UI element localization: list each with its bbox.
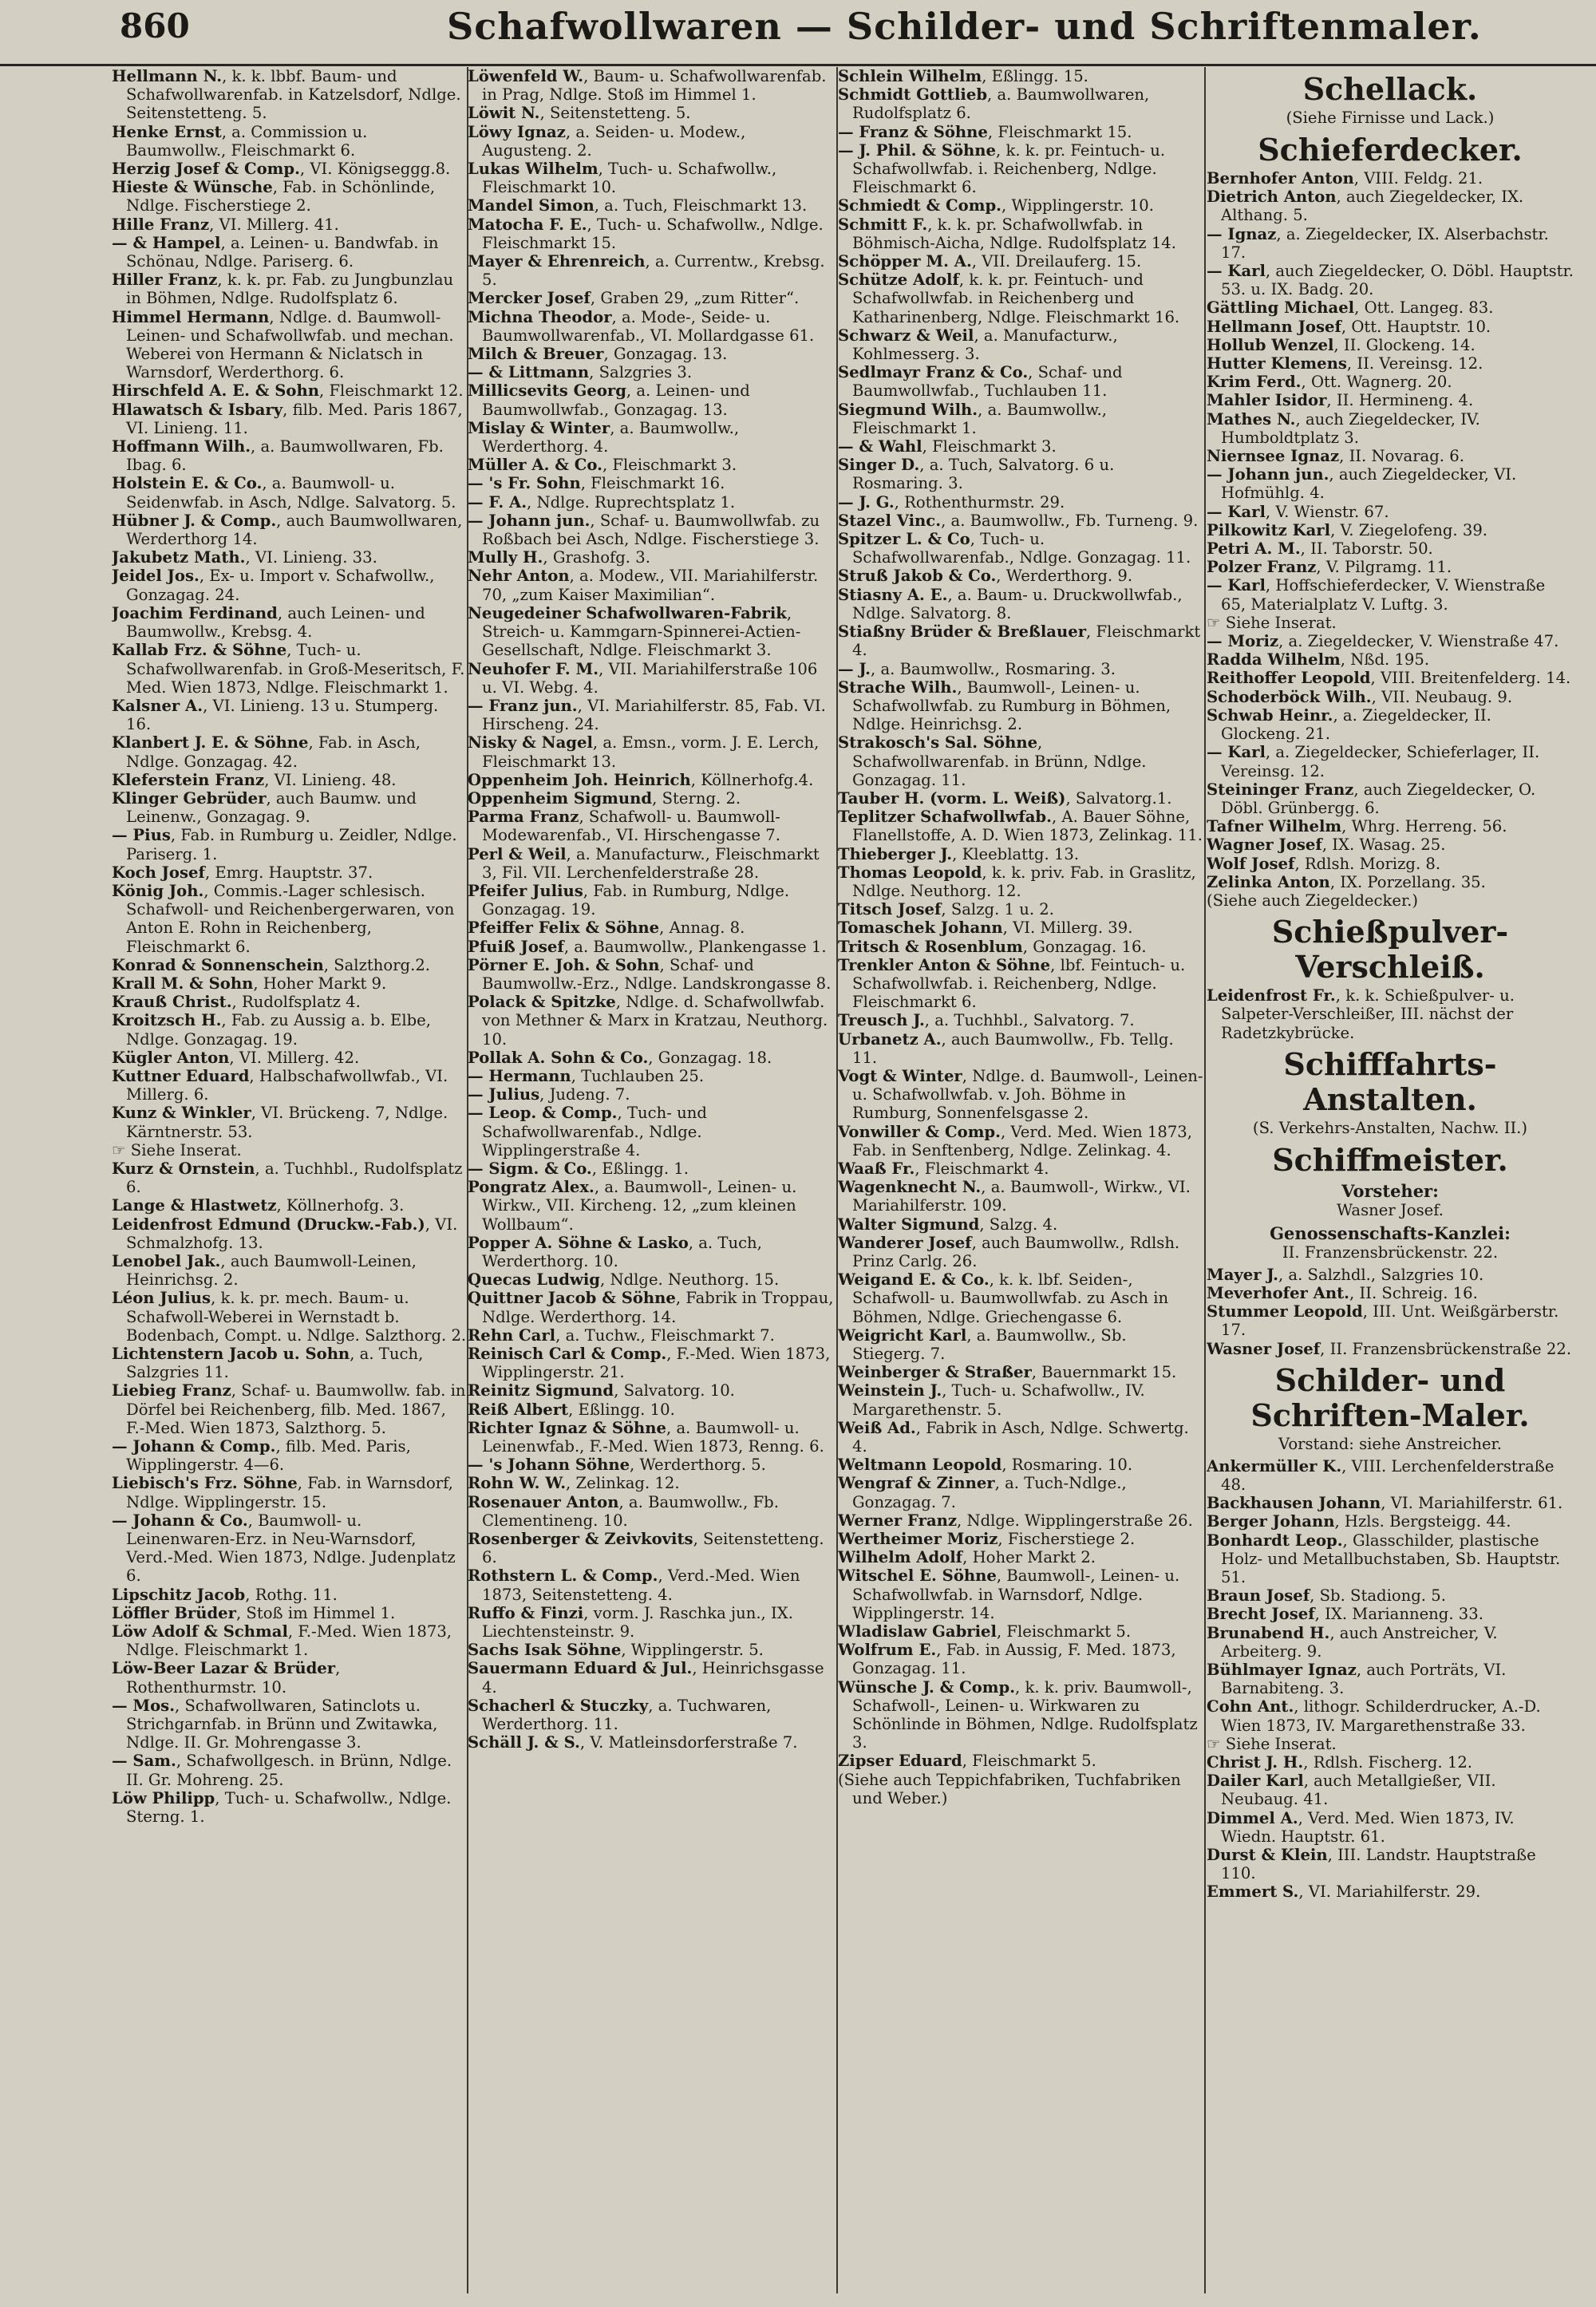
directory-entry: Pongratz Alex., a. Baumwoll-, Leinen- u. Wirkw., VII. Kircheng. 12, „zum kleinen Wollbaum“. — [468, 1178, 797, 1234]
directory-entry: Oppenheim Sigmund, Sterng. 2. — [468, 788, 741, 808]
directory-entry: Pollak A. Sohn & Co., Gonzagag. 18. — [468, 1048, 772, 1067]
directory-entry: Léon Julius, k. k. pr. mech. Baum- u. Schafwoll-Weberei in Wernstadt b. Bodenbach, Compt. u. Ndlge. Salzthorg. 2. — [112, 1289, 467, 1345]
directory-entry: Polack & Spitzke, Ndlge. d. Schafwollwfab. von Methner & Marx in Kratzau, Neuthorg. 10. — [468, 993, 828, 1049]
directory-entry: — Mos., Schafwollwaren, Satinclots u. Strichgarnfab. in Brünn und Zwitawka, Ndlge. II. Gr. Mohrengasse 3. — [112, 1696, 438, 1752]
directory-entry: Waaß Fr., Fleischmarkt 4. — [838, 1159, 1049, 1178]
directory-entry: Richter Ignaz & Söhne, a. Baumwoll- u. Leinenwfab., F.-Med. Wien 1873, Renng. 6. — [468, 1418, 824, 1456]
directory-entry: Millicsevits Georg, a. Leinen- und Baumwollwfab., Gonzagag. 13. — [468, 381, 750, 419]
directory-entry: (Siehe auch Teppichfabriken, Tuchfabriken und Weber.) — [838, 1770, 1181, 1807]
directory-entry: Hutter Klemens, II. Vereinsg. 12. — [1207, 354, 1483, 373]
directory-entry: Mully H., Grashofg. 3. — [468, 548, 650, 567]
directory-entry: Quecas Ludwig, Ndlge. Neuthorg. 15. — [468, 1270, 780, 1290]
directory-entry: Wanderer Josef, auch Baumwollw., Rdlsh. Prinz Carlg. 26. — [838, 1233, 1180, 1270]
directory-entry: Mathes N., auch Ziegeldecker, IV. Humboldtplatz 3. — [1207, 409, 1480, 447]
directory-entry: — & Wahl, Fleischmarkt 3. — [838, 437, 1057, 456]
directory-entry: Thomas Leopold, k. k. priv. Fab. in Graslitz, Ndlge. Neuthorg. 12. — [838, 863, 1196, 900]
directory-entry: Mahler Isidor, II. Hermineng. 4. — [1207, 391, 1474, 410]
directory-entry: Vogt & Winter, Ndlge. d. Baumwoll-, Leinen- u. Schafwollwfab. v. Joh. Böhme in Rumburg, Sonnenfelsgasse 2. — [838, 1066, 1203, 1123]
directory-entry: Cohn Ant., lithogr. Schilderdrucker, A.-D. Wien 1873, IV. Margarethenstraße 33. — [1207, 1697, 1541, 1735]
directory-entry: Bühlmayer Ignaz, auch Porträts, VI. Barnabiteng. 3. — [1207, 1660, 1507, 1698]
directory-entry: Niernsee Ignaz, II. Novarag. 6. — [1207, 447, 1464, 466]
directory-entry: Emmert S., VI. Mariahilferstr. 29. — [1207, 1882, 1481, 1902]
directory-entry: Herzig Josef & Comp., VI. Königseggg.8. — [112, 160, 451, 179]
directory-entry: Kurz & Ornstein, a. Tuchhbl., Rudolfsplatz 6. — [112, 1159, 463, 1197]
section-note-schifffahrt: (S. Verkehrs-Anstalten, Nachw. II.) — [1252, 1118, 1528, 1137]
directory-entry: Reithoffer Leopold, VIII. Breitenfelderg. 14. — [1207, 669, 1571, 688]
directory-entry: Witschel E. Söhne, Baumwoll-, Leinen- u. Schafwollwfab. in Warnsdorf, Ndlge. Wipplingerstr. 14. — [838, 1566, 1180, 1622]
directory-entry: Klanbert J. E. & Söhne, Fab. in Asch, Ndlge. Gonzagag. 42. — [112, 733, 421, 771]
directory-entry: — 's Fr. Sohn, Fleischmarkt 16. — [468, 474, 725, 493]
directory-entry: Stazel Vinc., a. Baumwollw., Fb. Turneng. 9. — [838, 511, 1199, 530]
directory-entry: Wolfrum E., Fab. in Aussig, F. Med. 1873, Gonzagag. 11. — [838, 1641, 1176, 1678]
section-heading-schiesspulver: Schießpulver-Verschleiß. — [1271, 914, 1509, 986]
directory-entry: Leidenfrost Fr., k. k. Schießpulver- u. Salpeter-Verschleißer, III. nächst der Radetzkybrücke. — [1207, 986, 1515, 1042]
directory-entry: Dietrich Anton, auch Ziegeldecker, IX. Althang. 5. — [1207, 188, 1524, 225]
directory-entry: Sedlmayr Franz & Co., Schaf- und Baumwollwfab., Tuchlauben 11. — [838, 363, 1123, 401]
directory-entry: — & Hampel, a. Leinen- u. Bandwfab. in Schönau, Ndlge. Pariserg. 6. — [112, 233, 439, 271]
directory-entry: Lichtenstern Jacob u. Sohn, a. Tuch, Salzgries 11. — [112, 1345, 424, 1382]
directory-entry: Brunabend H., auch Anstreicher, V. Arbeiterg. 9. — [1207, 1623, 1498, 1661]
directory-entry: Schöpper M. A., VII. Dreilauferg. 15. — [838, 252, 1142, 271]
directory-entry: Lukas Wilhelm, Tuch- u. Schafwollw., Fleischmarkt 10. — [468, 160, 777, 197]
page-header — [0, 0, 1596, 66]
directory-entry: Petri A. M., II. Taborstr. 50. — [1207, 539, 1433, 559]
section-heading-schieferdecker: Schieferdecker. — [1258, 132, 1523, 168]
directory-entry: Pfeifer Julius, Fab. in Rumburg, Ndlge. Gonzagag. 19. — [468, 881, 790, 919]
directory-entry: — Leop. & Comp., Tuch- und Schafwollwarenfab., Ndlge. Wipplingerstraße 4. — [468, 1104, 707, 1159]
directory-entry: Urbanetz A., auch Baumwollw., Fb. Tellg. 11. — [838, 1029, 1174, 1067]
directory-entry: Stiaßny Brüder & Breßlauer, Fleischmarkt 4. — [838, 622, 1201, 660]
directory-entry: Müller A. & Co., Fleischmarkt 3. — [468, 456, 737, 475]
directory-entry: Löwy Ignaz, a. Seiden- u. Modew., Augusteng. 2. — [468, 122, 746, 160]
directory-entry: Walter Sigmund, Salzg. 4. — [838, 1215, 1058, 1234]
directory-entry: — J. Phil. & Söhne, k. k. pr. Feintuch- u. Schafwollwfab. i. Reichenberg, Ndlge. Fleischmarkt 6. — [838, 140, 1166, 197]
directory-entry: Neuhofer F. M., VII. Mariahilferstraße 106 u. VI. Webg. 4. — [468, 659, 818, 697]
directory-entry: Holstein E. & Co., a. Baumwoll- u. Seidenwfab. in Asch, Ndlge. Salvatorg. 5. — [112, 474, 456, 512]
directory-entry: (Siehe auch Ziegeldecker.) — [1207, 891, 1419, 910]
directory-entry: Vonwiller & Comp., Verd. Med. Wien 1873, Fab. in Senftenberg, Ndlge. Zelinkag. 4. — [838, 1122, 1192, 1159]
directory-entry: Wünsche J. & Comp., k. k. priv. Baumwoll-, Schafwoll-, Leinen- u. Wirkwaren zu Schönlinde in Böhmen, Ndlge. Rudolfsplatz 3. — [838, 1677, 1198, 1752]
directory-entry: Schlein Wilhelm, Eßlingg. 15. — [838, 67, 1088, 85]
directory-entry: Quittner Jacob & Söhne, Fabrik in Troppau, Ndlge. Werderthorg. 14. — [468, 1289, 834, 1326]
page-number: 860 — [120, 6, 190, 45]
directory-entry: Joachim Ferdinand, auch Leinen- und Baumwollw., Krebsg. 4. — [112, 603, 425, 642]
schiesspulver-list — [1207, 986, 1574, 1042]
directory-entry: Tauber H. (vorm. L. Weiß), Salvatorg.1. — [838, 788, 1172, 808]
directory-entry: Trenkler Anton & Söhne, lbf. Feintuch- u. Schafwollwfab. i. Reichenberg, Ndlge. Fleischmarkt 6. — [838, 955, 1186, 1012]
directory-entry: Sauermann Eduard & Jul., Heinrichsgasse 4. — [468, 1659, 824, 1697]
section-heading-schiffmeister: Schiffmeister. — [1272, 1141, 1508, 1178]
directory-entry: — Karl, a. Ziegeldecker, Schieferlager, II. Vereinsg. 12. — [1207, 743, 1540, 780]
directory-entry: Löw-Beer Lazar & Brüder, Rothenthurmstr. 10. — [112, 1659, 341, 1697]
directory-entry: Strakosch's Sal. Söhne, Schafwollwarenfab. in Brünn, Ndlge. Gonzagag. 11. — [838, 733, 1147, 789]
directory-entry: Lenobel Jak., auch Baumwoll-Leinen, Heinrichsg. 2. — [112, 1252, 417, 1290]
directory-entry: — Franz & Söhne, Fleischmarkt 15. — [838, 122, 1132, 141]
directory-entry: Leidenfrost Edmund (Druckw.-Fab.), VI. Schmalzhofg. 13. — [112, 1215, 458, 1252]
directory-entry: Dailer Karl, auch Metallgießer, VII. Neubaug. 41. — [1207, 1772, 1496, 1809]
directory-entry: Löw Adolf & Schmal, F.-Med. Wien 1873, Ndlge. Fleischmarkt 1. — [112, 1622, 452, 1660]
directory-entry: Wertheimer Moriz, Fischerstiege 2. — [838, 1530, 1136, 1549]
directory-entry: Weltmann Leopold, Rosmaring. 10. — [838, 1456, 1133, 1475]
directory-entry: Radda Wilhelm, Nßd. 195. — [1207, 650, 1430, 670]
directory-entry: — Johann & Comp., filb. Med. Paris, Wipplingerstr. 4—6. — [112, 1437, 411, 1475]
directory-entry: Wilhelm Adolf, Hoher Markt 2. — [838, 1548, 1096, 1567]
directory-entry: Schütze Adolf, k. k. pr. Feintuch- und Schafwollwfab. in Reichenberg und Katharinenberg, Ndlge. Fleischmarkt 16. — [838, 271, 1180, 326]
directory-entry: Krall M. & Sohn, Hoher Markt 9. — [112, 974, 387, 993]
kanzlei-label: Genossenschafts-Kanzlei: — [1270, 1223, 1511, 1243]
directory-entry: Kallab Frz. & Söhne, Tuch- u. Schafwollwarenfab. in Groß-Meseritsch, F. Med. Wien 1873, Ndlge. Fleischmarkt 1. — [112, 641, 465, 697]
section-heading-schilder: Schilder- und Schriften-Maler. — [1250, 1361, 1530, 1433]
directory-entry: Perl & Weil, a. Manufacturw., Fleischmarkt 3, Fil. VII. Lerchenfelderstraße 28. — [468, 844, 820, 882]
directory-entry: — Julius, Judeng. 7. — [468, 1085, 630, 1104]
directory-entry: Löwit N., Seitenstetteng. 5. — [468, 104, 691, 123]
directory-entry: Ankermüller K., VIII. Lerchenfelderstraße 48. — [1207, 1456, 1555, 1494]
directory-entry: Zipser Eduard, Fleischmarkt 5. — [838, 1752, 1096, 1771]
directory-entry: Hirschfeld A. E. & Sohn, Fleischmarkt 12. — [112, 381, 464, 401]
directory-entry: Milch & Breuer, Gonzagag. 13. — [468, 345, 728, 364]
directory-entry: Hellmann N., k. k. lbbf. Baum- und Schafwollwarenfab. in Katzelsdorf, Ndlge. Seitenstetteng. 5. — [112, 67, 461, 123]
directory-entry: Popper A. Söhne & Lasko, a. Tuch, Werderthorg. 10. — [468, 1233, 762, 1270]
directory-entry: Treusch J., a. Tuchhbl., Salvatorg. 7. — [838, 1011, 1135, 1030]
directory-entry: Mercker Josef, Graben 29, „zum Ritter“. — [468, 289, 800, 308]
directory-entry: Weigricht Karl, a. Baumwollw., Sb. Stiegerg. 7. — [838, 1325, 1127, 1364]
directory-entry: Thieberger J., Kleeblattg. 13. — [838, 844, 1080, 863]
directory-entry: Schwarz & Weil, a. Manufacturw., Kohlmesserg. 3. — [838, 326, 1118, 364]
directory-entry: — 's Johann Söhne, Werderthorg. 5. — [468, 1456, 766, 1475]
directory-entry: Bonhardt Leop., Glasschilder, plastische Holz- und Metallbuchstaben, Sb. Hauptstr. 51. — [1207, 1531, 1561, 1586]
directory-entry: Koch Josef, Emrg. Hauptstr. 37. — [112, 863, 373, 882]
directory-entry: Ruffo & Finzi, vorm. J. Raschka jun., IX. Liechtensteinstr. 9. — [468, 1603, 793, 1641]
directory-entry: Polzer Franz, V. Pilgramg. 11. — [1207, 558, 1452, 577]
directory-entry: Hoffmann Wilh., a. Baumwollwaren, Fb. Ibag. 6. — [112, 437, 444, 475]
directory-entry: Durst & Klein, III. Landstr. Hauptstraße 110. — [1207, 1846, 1536, 1883]
directory-entry: ☞ Siehe Inserat. — [1207, 613, 1337, 632]
directory-entry: Stiasny A. E., a. Baum- u. Druckwollwfab., Ndlge. Salvatorg. 8. — [838, 585, 1183, 622]
directory-entry: Schmitt F., k. k. pr. Schafwollwfab. in Böhmisch-Aicha, Ndlge. Rudolfsplatz 14. — [838, 215, 1176, 252]
directory-entry: Wladislaw Gabriel, Fleischmarkt 5. — [838, 1622, 1132, 1641]
directory-entry: Brecht Josef, IX. Marianneng. 33. — [1207, 1605, 1483, 1624]
schiffmeister-list — [1207, 1266, 1574, 1358]
directory-entry: Wagner Josef, IX. Wasag. 25. — [1207, 835, 1446, 855]
directory-entry: Lipschitz Jacob, Rothg. 11. — [112, 1585, 338, 1604]
directory-entry: Kleferstein Franz, VI. Linieng. 48. — [112, 770, 397, 789]
directory-entry: — Johann jun., Schaf- u. Baumwollwfab. zu Roßbach bei Asch, Ndlge. Fischerstiege 3. — [468, 511, 820, 549]
directory-entry: — Johann jun., auch Ziegeldecker, VI. Hofmühlg. 4. — [1207, 465, 1517, 503]
directory-entry: Hiller Franz, k. k. pr. Fab. zu Jungbunzlau in Böhmen, Ndlge. Rudolfsplatz 6. — [112, 271, 454, 308]
directory-entry: — Karl, Hoffschieferdecker, V. Wienstraße 65, Materialplatz V. Luftg. 3. — [1207, 576, 1546, 614]
directory-entry: Oppenheim Joh. Heinrich, Köllnerhofg.4. — [468, 770, 814, 789]
directory-entry: Weiß Ad., Fabrik in Asch, Ndlge. Schwertg. 4. — [838, 1418, 1189, 1456]
column-4 — [1207, 67, 1574, 2293]
directory-entry: Braun Josef, Sb. Stadiong. 5. — [1207, 1586, 1446, 1606]
directory-entry: Henke Ernst, a. Commission u. Baumwollw., Fleischmarkt 6. — [112, 122, 368, 160]
directory-entry: Pfuiß Josef, a. Baumwollw., Plankengasse 1. — [468, 937, 827, 956]
directory-entry: Pörner E. Joh. & Sohn, Schaf- und Baumwollw.-Erz., Ndlge. Landskrongasse 8. — [468, 955, 832, 993]
directory-entry: Rosenberger & Zeivkovits, Seitenstetteng. 6. — [468, 1530, 824, 1567]
directory-entry: Wolf Josef, Rdlsh. Morizg. 8. — [1207, 854, 1441, 873]
directory-entry: Rothstern L. & Comp., Verd.-Med. Wien 1873, Seitenstetteng. 4. — [468, 1566, 800, 1604]
schieferdecker-list — [1207, 169, 1574, 910]
directory-entry: Nisky & Nagel, a. Emsn., vorm. J. E. Lerch, Fleischmarkt 13. — [468, 733, 820, 771]
directory-entry: Steininger Franz, auch Ziegeldecker, O. Döbl. Grünbergg. 6. — [1207, 780, 1536, 817]
directory-entry: Nehr Anton, a. Modew., VII. Mariahilferstr. 70, „zum Kaiser Maximilian“. — [468, 567, 819, 604]
directory-entry: Rohn W. W., Zelinkag. 12. — [468, 1474, 680, 1493]
directory-entry: Hübner J. & Comp., auch Baumwollwaren, Werderthorg 14. — [112, 511, 463, 549]
directory-entry: Kuttner Eduard, Halbschafwollwfab., VI. Millerg. 6. — [112, 1066, 448, 1104]
directory-entry: Meverhofer Ant., II. Schreig. 16. — [1207, 1283, 1478, 1302]
directory-entry: — Hermann, Tuchlauben 25. — [468, 1066, 705, 1085]
directory-entry: Parma Franz, Schafwoll- u. Baumwoll-Modewarenfab., VI. Hirschengasse 7. — [468, 808, 780, 845]
directory-entry: Klinger Gebrüder, auch Baumw. und Leinenw., Gonzagag. 9. — [112, 788, 417, 827]
directory-entry: Schacherl & Stuczky, a. Tuchwaren, Werderthorg. 11. — [468, 1696, 772, 1734]
directory-entry: Hellmann Josef, Ott. Hauptstr. 10. — [1207, 317, 1491, 336]
directory-entry: Löffler Brüder, Stoß im Himmel 1. — [112, 1603, 396, 1622]
directory-entry: Zelinka Anton, IX. Porzellang. 35. — [1207, 872, 1486, 891]
directory-entry: Strache Wilh., Baumwoll-, Leinen- u. Schafwollwfab. zu Rumburg in Böhmen, Ndlge. Heinrichsg. 2. — [838, 677, 1171, 734]
directory-entry: — J. G., Rothenthurmstr. 29. — [838, 492, 1065, 512]
directory-entry: Konrad & Sonnenschein, Salzthorg.2. — [112, 955, 431, 974]
directory-entry: — F. A., Ndlge. Ruprechtsplatz 1. — [468, 492, 736, 512]
directory-entry: Pilkowitz Karl, V. Ziegelofeng. 39. — [1207, 520, 1488, 539]
directory-entry: Rehn Carl, a. Tuchw., Fleischmarkt 7. — [468, 1325, 775, 1345]
directory-entry: Schäll J. & S., V. Matleinsdorferstraße 7. — [468, 1733, 798, 1752]
directory-entry: — J., a. Baumwollw., Rosmaring. 3. — [838, 659, 1116, 678]
directory-entry: Tafner Wilhelm, Whrg. Herreng. 56. — [1207, 817, 1507, 836]
directory-entry: Dimmel A., Verd. Med. Wien 1873, IV. Wiedn. Hauptstr. 61. — [1207, 1808, 1515, 1846]
directory-entry: Wasner Josef, II. Franzensbrückenstraße 22. — [1207, 1339, 1572, 1358]
directory-entry: Löw Philipp, Tuch- u. Schafwollw., Ndlge. Sterng. 1. — [112, 1788, 452, 1827]
directory-entry: Liebieg Franz, Schaf- u. Baumwollw. fab. in Dörfel bei Reichenberg, filb. Med. 1867, F.-Med. Wien 1873, Salzthorg. 5. — [112, 1381, 466, 1437]
directory-entry: Siegmund Wilh., a. Baumwollw., Fleischmarkt 1. — [838, 400, 1108, 437]
directory-entry: Hieste & Wünsche, Fab. in Schönlinde, Ndlge. Fischerstiege 2. — [112, 178, 436, 215]
directory-entry: — Sam., Schafwollgesch. in Brünn, Ndlge. II. Gr. Mohreng. 25. — [112, 1752, 452, 1789]
directory-entry: Bernhofer Anton, VIII. Feldg. 21. — [1207, 169, 1483, 188]
vorstand-line: Vorstand: siehe Anstreicher. — [1278, 1434, 1503, 1453]
directory-entry: Hille Franz, VI. Millerg. 41. — [112, 215, 339, 234]
directory-entry: Stummer Leopold, III. Unt. Weißgärberstr. 17. — [1207, 1302, 1559, 1340]
directory-entry: — Franz jun., VI. Mariahilferstr. 85, Fab. VI. Hirscheng. 24. — [468, 696, 826, 734]
directory-entry: — & Littmann, Salzgries 3. — [468, 363, 693, 382]
directory-entry: Schmiedt & Comp., Wipplingerstr. 10. — [838, 196, 1155, 215]
directory-entry: Matocha F. E., Tuch- u. Schafwollw., Ndlge. Fleischmarkt 15. — [468, 215, 824, 252]
directory-entry: — Ignaz, a. Ziegeldecker, IX. Alserbachstr. 17. — [1207, 224, 1549, 262]
directory-entry: — Karl, auch Ziegeldecker, O. Döbl. Hauptstr. 53. u. IX. Badg. 20. — [1207, 262, 1574, 299]
directory-entry: Weinstein J., Tuch- u. Schafwollw., IV. Margarethenstr. 5. — [838, 1381, 1145, 1419]
directory-entry: Reinitz Sigmund, Salvatorg. 10. — [468, 1381, 735, 1400]
directory-entry: Tomaschek Johann, VI. Millerg. 39. — [838, 918, 1133, 938]
running-head: Schafwollwaren — Schilder- und Schriftenmaler. — [447, 5, 1482, 48]
directory-entry: Sachs Isak Söhne, Wipplingerstr. 5. — [468, 1641, 764, 1660]
directory-entry: Pfeiffer Felix & Söhne, Annag. 8. — [468, 918, 745, 938]
directory-entry: Struß Jakob & Co., Werderthorg. 9. — [838, 567, 1133, 586]
directory-entry: Wengraf & Zinner, a. Tuch-Ndlge., Gonzagag. 7. — [838, 1474, 1127, 1511]
directory-entry: — Moriz, a. Ziegeldecker, V. Wienstraße 47. — [1207, 632, 1559, 651]
directory-entry: Rosenauer Anton, a. Baumwollw., Fb. Clementineng. 10. — [468, 1492, 779, 1530]
directory-entry: Hollub Wenzel, II. Glockeng. 14. — [1207, 335, 1476, 354]
column-2 — [468, 67, 836, 2293]
directory-entry: König Joh., Commis.-Lager schlesisch. Schafwoll- und Reichenbergerwaren, von Anton E. Rohn in Reichenberg, Fleischmarkt 6. — [112, 881, 455, 956]
directory-entry: Löwenfeld W., Baum- u. Schafwollwarenfab. in Prag, Ndlge. Stoß im Himmel 1. — [468, 67, 827, 105]
directory-entry: Mayer J., a. Salzhdl., Salzgries 10. — [1207, 1265, 1484, 1284]
section-heading-schifffahrt: Schifffahrts-Anstalten. — [1283, 1045, 1497, 1117]
directory-entry: Krim Ferd., Ott. Wagnerg. 20. — [1207, 373, 1452, 392]
section-note-schellack: (Siehe Firnisse und Lack.) — [1286, 109, 1495, 127]
directory-entry: Reinisch Carl & Comp., F.-Med. Wien 1873, Wipplingerstr. 21. — [468, 1345, 831, 1382]
directory-entry: ☞ Siehe Inserat. — [112, 1140, 242, 1159]
directory-entry: Kunz & Winkler, VI. Brückeng. 7, Ndlge. Kärntnerstr. 53. — [112, 1104, 448, 1141]
directory-entry: Liebisch's Frz. Söhne, Fab. in Warnsdorf, Ndlge. Wipplingerstr. 15. — [112, 1474, 453, 1511]
directory-entry: Christ J. H., Rdlsh. Fischerg. 12. — [1207, 1753, 1473, 1772]
vorsteher-name: Wasner Josef. — [1336, 1200, 1444, 1219]
directory-entry: Schwab Heinr., a. Ziegeldecker, II. Glockeng. 21. — [1207, 705, 1491, 744]
directory-entry: Jakubetz Math., VI. Linieng. 33. — [112, 548, 377, 567]
directory-entry: Kügler Anton, VI. Millerg. 42. — [112, 1048, 360, 1067]
directory-entry: Gättling Michael, Ott. Langeg. 83. — [1207, 298, 1494, 318]
directory-entry: ☞ Siehe Inserat. — [1207, 1734, 1337, 1753]
schilder-list — [1207, 1457, 1574, 1902]
directory-entry: Mayer & Ehrenreich, a. Currentw., Krebsg. 5. — [468, 252, 825, 290]
directory-entry: Kroitzsch H., Fab. zu Aussig a. b. Elbe, Ndlge. Gonzagag. 19. — [112, 1011, 431, 1049]
directory-entry: Werner Franz, Ndlge. Wipplingerstraße 26. — [838, 1511, 1193, 1530]
directory-entry: Singer D., a. Tuch, Salvatorg. 6 u. Rosmaring. 3. — [838, 456, 1115, 493]
directory-entry: Schmidt Gottlieb, a. Baumwollwaren, Rudolfsplatz 6. — [838, 85, 1150, 123]
section-heading-schellack: Schellack. — [1302, 71, 1478, 107]
directory-entry: Weinberger & Straßer, Bauernmarkt 15. — [838, 1363, 1177, 1382]
directory-entry: Mandel Simon, a. Tuch, Fleischmarkt 13. — [468, 196, 808, 215]
directory-entry: Titsch Josef, Salzg. 1 u. 2. — [838, 900, 1054, 919]
directory-entry: — Johann & Co., Baumwoll- u. Leinenwaren-Erz. in Neu-Warnsdorf, Verd.-Med. Wien 1873, Ndlge. Judenplatz 6. — [112, 1511, 456, 1586]
directory-entry: Krauß Christ., Rudolfsplatz 4. — [112, 993, 361, 1012]
directory-entry: Spitzer L. & Co, Tuch- u. Schafwollwarenfab., Ndlge. Gonzagag. 11. — [838, 530, 1191, 567]
directory-entry: Lange & Hlastwetz, Köllnerhofg. 3. — [112, 1196, 405, 1215]
directory-entry: — Pius, Fab. in Rumburg u. Zeidler, Ndlge. Pariserg. 1. — [112, 826, 457, 863]
column-1 — [112, 67, 467, 2293]
directory-entry: — Karl, V. Wienstr. 67. — [1207, 502, 1389, 521]
column-rule — [1204, 67, 1206, 2293]
vorsteher-label: Vorsteher: — [1341, 1180, 1439, 1201]
directory-entry: Backhausen Johann, VI. Mariahilferstr. 61. — [1207, 1494, 1563, 1513]
directory-entry: Kalsner A., VI. Linieng. 13 u. Stumperg. 16. — [112, 696, 439, 734]
directory-entry: Berger Johann, Hzls. Bergsteigg. 44. — [1207, 1512, 1511, 1531]
directory-entry: Tritsch & Rosenblum, Gonzagag. 16. — [838, 937, 1147, 956]
directory-entry: Reiß Albert, Eßlingg. 10. — [468, 1400, 675, 1419]
directory-entry: Jeidel Jos., Ex- u. Import v. Schafwollw., Gonzagag. 24. — [112, 567, 435, 604]
directory-entry: Wagenknecht N., a. Baumwoll-, Wirkw., VI. Mariahilferstr. 109. — [838, 1178, 1191, 1215]
directory-entry: Weigand E. & Co., k. k. lbf. Seiden-, Schafwoll- u. Baumwollwfab. zu Asch in Böhmen, Ndlge. Griechengasse 6. — [838, 1270, 1169, 1326]
directory-entry: Himmel Hermann, Ndlge. d. Baumwoll-Leinen- und Schafwollwfab. und mechan. Weberei von Hermann & Niclatsch in Warnsdorf, Werderthorg. 6. — [112, 307, 454, 382]
directory-entry: Michna Theodor, a. Mode-, Seide- u. Baumwollwarenfab., VI. Mollardgasse 61. — [468, 307, 815, 345]
directory-entry: Schoderböck Wilh., VII. Neubaug. 9. — [1207, 687, 1513, 706]
directory-entry: — Sigm. & Co., Eßlingg. 1. — [468, 1159, 689, 1178]
directory-entry: Neugedeiner Schafwollwaren-Fabrik, Streich- u. Kammgarn-Spinnerei-Actien-Gesellschaft, Ndlge. Fleischmarkt 3. — [468, 603, 801, 660]
kanzlei-address: II. Franzensbrückenstr. 22. — [1282, 1242, 1499, 1262]
column-3 — [838, 67, 1203, 2293]
directory-entry: Teplitzer Schafwollwfab., A. Bauer Söhne, Flanellstoffe, A. D. Wien 1873, Zelinkag. 11. — [838, 808, 1203, 845]
directory-entry: Mislay & Winter, a. Baumwollw., Werderthorg. 4. — [468, 418, 740, 456]
directory-entry: Hlawatsch & Isbary, filb. Med. Paris 1867, VI. Linieng. 11. — [112, 400, 463, 437]
